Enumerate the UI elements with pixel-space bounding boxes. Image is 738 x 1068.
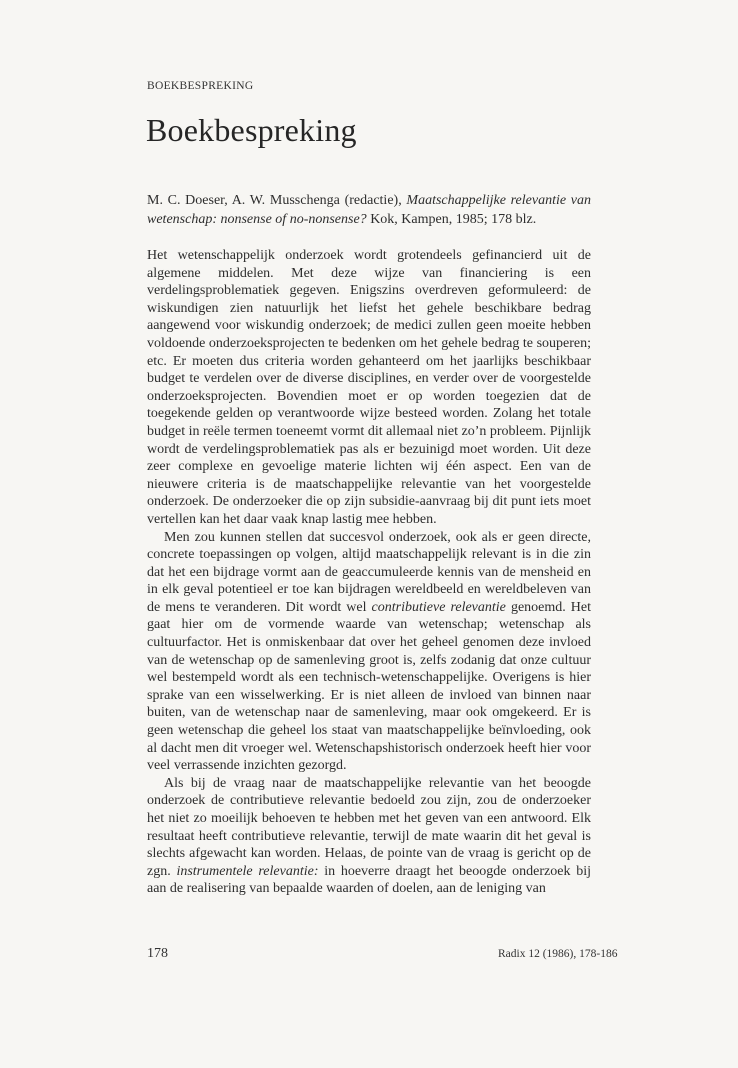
paragraph-text: genoemd. Het gaat hier om de vormende waarde van wetenschap; wetenschap als cultuurfactor. Het is onmiskenbaar dat over het geheel genomen deze invloed van de wetenschap op de samenleving groot is, zelfs zodanig dat onze cultuur wel bestempeld wordt als een technisch-wetenschappelijke. Overigens is hier sprake van een wisselwerking. Er is niet alleen de invloed van binnen naar buiten, van de wetenschap naar de samenleving, maar ook omgekeerd. Er is geen wetenschap die geheel los staat van maatschappelijke beïnvloeding, ook al dacht men dit vroeger wel. Wetenschapshistorisch onderzoek heeft hier voor veel verrassende inzichten gezorgd.: [147, 599, 591, 774]
page-title: Boekbespreking: [146, 112, 357, 148]
emphasis-term: instrumentele relevantie:: [176, 863, 319, 879]
citation-book-title: Maatschappelijke relevantie van wetenschap: nonsense of no-nonsense?: [147, 193, 591, 227]
paragraph-text: Men zou kunnen stellen dat succesvol onderzoek, ook als er geen directe, concrete toepassingen op volgen, altijd maatschappelijk relevant is in die zin dat het een bijdrage vormt aan de geaccumuleerde kennis van de mensheid en in elk geval potentieel er toe kan bijdragen wereldbeeld en wereldbeleven van de mens te veranderen. Dit wordt wel: [147, 529, 591, 615]
page-number: 178: [147, 946, 168, 961]
paragraph: [147, 529, 591, 775]
paragraph-text: Het wetenschappelijk onderzoek wordt grotendeels gefinancierd uit de algemene middelen. Met deze wijze van financiering is een verdelingsproblematiek gegeven. Enigszins overdreven geformuleerd: de wiskundigen zien natuurlijk het liefst het gehele beschikbare bedrag aangewend voor wiskundig onderzoek; de medici zullen geen moeite hebben voldoende onderzoeksprojecten te bedenken om het gehele bedrag te souperen; etc. Er moeten dus criteria worden gehanteerd om het jaarlijks beschikbaar budget te verdelen over de diverse disciplines, en verder over de voorgestelde onderzoeksprojecten. Bovendien moet er op worden toegezien dat de toegekende gelden op verantwoorde wijze besteed worden. Zolang het totale budget in reële termen toeneemt vormt dit allemaal niet zo’n probleem. Pijnlijk wordt de verdelingsproblematiek pas als er bezuinigd moet worden. Uit deze zeer complexe en gevoelige materie lichten wij één aspect. Een van de nieuwere criteria is de maatschappelijke relevantie van het voorgestelde onderzoek. De onderzoeker die op zijn subsidie-aanvraag bij dit punt iets moet vertellen kan het daar vaak knap lastig mee hebben.: [147, 248, 591, 527]
paragraph: [147, 775, 591, 898]
review-body: [147, 247, 591, 898]
running-head: BOEKBESPREKING: [147, 80, 254, 92]
book-citation: [147, 192, 591, 229]
paragraph-text: in hoeverre draagt het beoogde onderzoek bij aan de realisering van bepaalde waarden of doelen, aan de leniging van: [147, 863, 591, 897]
paragraph: [147, 247, 591, 529]
journal-reference: Radix 12 (1986), 178-186: [498, 948, 618, 960]
citation-authors: M. C. Doeser, A. W. Musschenga (redactie),: [147, 193, 407, 208]
paragraph-text: Als bij de vraag naar de maatschappelijke relevantie van het beoogde onderzoek de contributieve relevantie bedoeld zou zijn, zou de onderzoeker het niet zo moeilijk behoeven te hebben met het geven van een antwoord. Elk resultaat heeft contributieve relevantie, terwijl de mate waarin dit het geval is slechts afgewacht kan worden. Helaas, de pointe van de vraag is gericht op de zgn.: [147, 775, 591, 879]
citation-publisher: Kok, Kampen, 1985; 178 blz.: [366, 211, 537, 227]
emphasis-term: contributieve relevantie: [371, 599, 506, 615]
